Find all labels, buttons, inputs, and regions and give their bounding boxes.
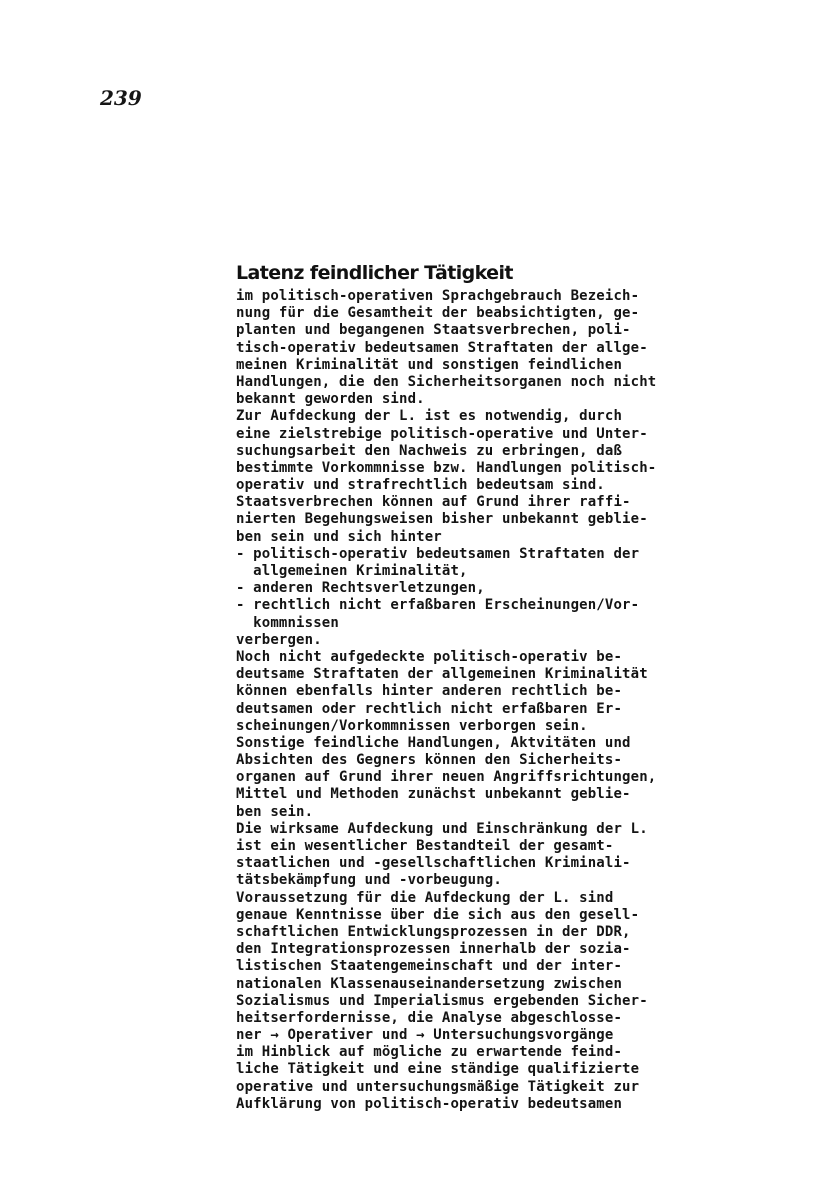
body-line: können ebenfalls hinter anderen rechtlich be-: [236, 683, 623, 700]
list-item: - politisch-operativ bedeutsamen Straftaten der: [236, 545, 640, 562]
body-line: Absichten des Gegners können den Sicherheits-: [236, 752, 623, 769]
body-line: im politisch-operativen Sprachgebrauch Bezeich-: [236, 288, 640, 304]
body-line: Staatsverbrechen können auf Grund ihrer raffi-: [236, 494, 631, 511]
entry-body: [236, 288, 726, 1113]
body-line: liche Tätigkeit und eine ständige qualifizierte: [236, 1061, 640, 1078]
body-line: Zur Aufdeckung der L. ist es notwendig, durch: [236, 408, 623, 425]
body-line: Mittel und Methoden zunächst unbekannt geblie-: [236, 786, 631, 803]
body-line: verbergen.: [236, 631, 322, 648]
body-line: meinen Kriminalität und sonstigen feindlichen: [236, 356, 623, 373]
body-line: listischen Staatengemeinschaft und der inter-: [236, 958, 623, 975]
encyclopedia-entry: [236, 258, 726, 1113]
entry-title: Latenz feindlicher Tätigkeit: [236, 262, 513, 284]
list-item-continuation: allgemeinen Kriminalität,: [236, 563, 468, 579]
body-line: scheinungen/Vorkommnissen verborgen sein.: [236, 717, 588, 734]
list-item: - rechtlich nicht erfaßbaren Erscheinungen/Vor-: [236, 597, 640, 614]
body-line: genaue Kenntnisse über die sich aus den gesell-: [236, 906, 640, 923]
body-line: deutsamen oder rechtlich nicht erfaßbaren Er-: [236, 700, 623, 717]
body-line: schaftlichen Entwicklungsprozessen in der DDR,: [236, 923, 631, 940]
body-line: nierten Begehungsweisen bisher unbekannt geblie-: [236, 511, 648, 528]
list-item: - anderen Rechtsverletzungen,: [236, 580, 485, 597]
body-line: Sonstige feindliche Handlungen, Aktvitäten und: [236, 734, 631, 751]
body-line: operative und untersuchungsmäßige Tätigkeit zur: [236, 1078, 640, 1095]
body-line: Voraussetzung für die Aufdeckung der L. sind: [236, 889, 614, 906]
body-line: eine zielstrebige politisch-operative und Unter-: [236, 425, 648, 442]
body-line: Noch nicht aufgedeckte politisch-operativ be-: [236, 648, 623, 665]
body-line: ner → Operativer und → Untersuchungsvorgänge: [236, 1027, 614, 1044]
body-line: den Integrationsprozessen innerhalb der sozia-: [236, 941, 631, 958]
body-line: ben sein und sich hinter: [236, 528, 442, 545]
body-line: deutsame Straftaten der allgemeinen Kriminalität: [236, 666, 648, 683]
body-line: planten und begangenen Staatsverbrechen, poli-: [236, 322, 631, 339]
body-line: bestimmte Vorkommnisse bzw. Handlungen politisch-: [236, 459, 657, 476]
body-line: tisch-operativ bedeutsamen Straftaten der allge-: [236, 339, 648, 356]
body-line: organen auf Grund ihrer neuen Angriffsrichtungen,: [236, 769, 657, 786]
body-line: suchungsarbeit den Nachweis zu erbringen, daß: [236, 442, 623, 459]
body-line: heitserfordernisse, die Analyse abgeschlosse-: [236, 1009, 623, 1026]
body-line: ben sein.: [236, 803, 314, 820]
body-line: ist ein wesentlicher Bestandteil der gesamt-: [236, 838, 614, 854]
body-line: tätsbekämpfung und -vorbeugung.: [236, 872, 502, 889]
body-line: nung für die Gesamtheit der beabsichtigten, ge-: [236, 305, 640, 322]
body-line: Handlungen, die den Sicherheitsorganen noch nicht: [236, 373, 657, 390]
body-line: im Hinblick auf mögliche zu erwartende feind-: [236, 1044, 623, 1061]
body-line: operativ und strafrechtlich bedeutsam sind.: [236, 477, 605, 494]
list-item-continuation: kommnissen: [236, 614, 339, 631]
body-line: Aufklärung von politisch-operativ bedeutsamen: [236, 1095, 623, 1112]
body-line: Sozialismus und Imperialismus ergebenden Sicher-: [236, 992, 648, 1009]
body-line: bekannt geworden sind.: [236, 391, 425, 408]
body-line: nationalen Klassenauseinandersetzung zwischen: [236, 975, 623, 992]
body-line: staatlichen und -gesellschaftlichen Kriminali-: [236, 855, 631, 872]
page-number: 239: [100, 86, 142, 110]
body-line: Die wirksame Aufdeckung und Einschränkung der L.: [236, 820, 648, 837]
